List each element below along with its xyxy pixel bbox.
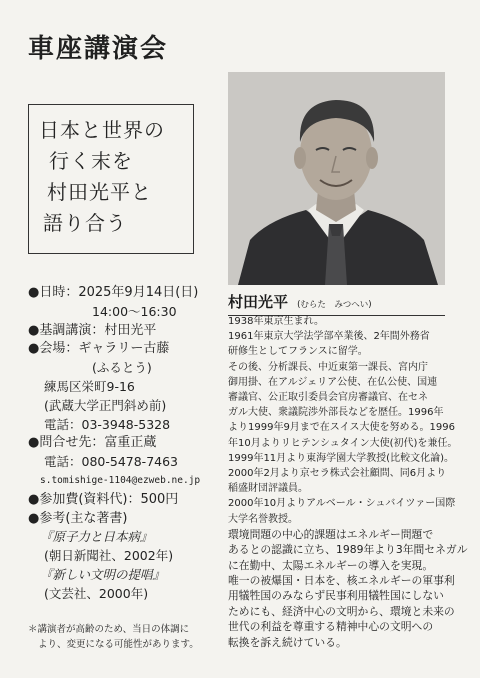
bio-line: 1961年東京大学法学部卒業後、2年間外務省 — [228, 331, 430, 343]
book-publisher: (朝日新聞社、2002年) — [44, 548, 174, 564]
bio-line: 世代の利益を尊重する精神中心の文明への — [228, 620, 434, 634]
bio-line: 稲盛財団評議員。 — [228, 483, 308, 495]
bio-line: ためにも、経済中心の文明から、環境と未来の — [228, 604, 455, 618]
bio-line: より1999年9月まで在スイス大使を努める。1996 — [228, 422, 455, 434]
bio-line: 審議官、公正取引委員会官房審議官、在セネ — [228, 392, 428, 404]
event-date: ●日時：2025年9月14日(日) — [28, 285, 199, 300]
speaker-heading — [228, 291, 445, 316]
bio-line: 研修生としてフランスに留学。 — [228, 346, 368, 358]
health-notice — [28, 622, 218, 652]
book-title: 『新しい文明の提唱』 — [40, 566, 166, 582]
contact-person: ●問合せ先：富重正蔵 — [28, 435, 157, 451]
bio-line: 用犠牲国のみならず民事利用犠牲国にしない — [228, 589, 444, 603]
participation-fee: ●参加費(資料代)：500円 — [28, 491, 179, 507]
event-time: 14:00～16:30 — [92, 303, 177, 319]
bio-line: 2000年2月より京セラ株式会社顧問、同6月より — [228, 468, 447, 480]
bio-line: 環境問題の中心的課題はエネルギー問題で — [228, 527, 434, 541]
contact-phone: 電話：080-5478-7463 — [44, 454, 179, 470]
venue-address-note: (武蔵大学正門斜め前) — [44, 397, 167, 413]
speaker-portrait-image — [228, 72, 445, 285]
speaker-photo — [228, 72, 445, 285]
notice-line: より、変更になる可能性があります。 — [38, 639, 199, 650]
bio-line: 大学名誉教授。 — [228, 513, 298, 525]
event-title: 車座講演会 — [28, 34, 169, 64]
headline-line: 語り合う — [43, 211, 127, 235]
notice-line: ＊講演者が高齢のため、当日の体調に — [28, 624, 190, 635]
headline-line: 村田光平と — [47, 180, 152, 204]
venue-kana: (ふるとう) — [92, 360, 152, 376]
venue-name: ●会場：ギャラリー古藤 — [28, 341, 170, 357]
book-publisher: (文芸社、2000年) — [44, 585, 149, 601]
bio-line: 年10月よりリヒテンシュタイン大使(初代)を兼任。 — [228, 437, 458, 449]
book-title: 『原子力と日本病』 — [40, 529, 153, 545]
venue-address: 練馬区栄町9-16 — [44, 378, 135, 394]
bio-line: その後、分析課長、中近東第一課長、宮内庁 — [228, 361, 428, 373]
venue-phone: 電話：03-3948-5328 — [44, 416, 171, 432]
headline-line: 日本と世界の — [39, 118, 165, 142]
bio-line: 1999年11月より東海学園大学教授(比較文化論)。 — [228, 452, 454, 464]
headline-box — [28, 104, 194, 254]
bio-line: 転換を訴え続けている。 — [228, 635, 347, 649]
contact-email: s.tomishige-1104@ezweb.ne.jp — [40, 474, 201, 486]
bio-line: 唯一の被爆国・日本を、核エネルギーの軍事利 — [228, 574, 455, 588]
references-label: ●参考(主な著書) — [28, 510, 128, 526]
keynote-speaker: ●基調講演：村田光平 — [28, 322, 157, 338]
bio-line: 2000年10月よりアルベール・シュバイツァー国際 — [228, 498, 456, 510]
bio-line: に在勤中、太陽エネルギーの導入を実現。 — [228, 558, 434, 572]
speaker-biography — [228, 314, 468, 650]
headline-line: 行く末を — [49, 149, 133, 173]
bio-line: あるとの認識に立ち、1989年より3年間セネガル — [228, 543, 468, 557]
bio-line: 御用掛、在アルジェリア公使、在仏公使、国連 — [228, 376, 438, 388]
bio-line: ガル大使、衆議院渉外部長などを歴任。1996年 — [228, 407, 444, 419]
speaker-name-kana: (むらた みつへい) — [297, 300, 372, 310]
event-details — [28, 284, 228, 604]
bio-line: 1938年東京生まれ。 — [228, 316, 325, 327]
speaker-name: 村田光平 — [228, 293, 289, 311]
